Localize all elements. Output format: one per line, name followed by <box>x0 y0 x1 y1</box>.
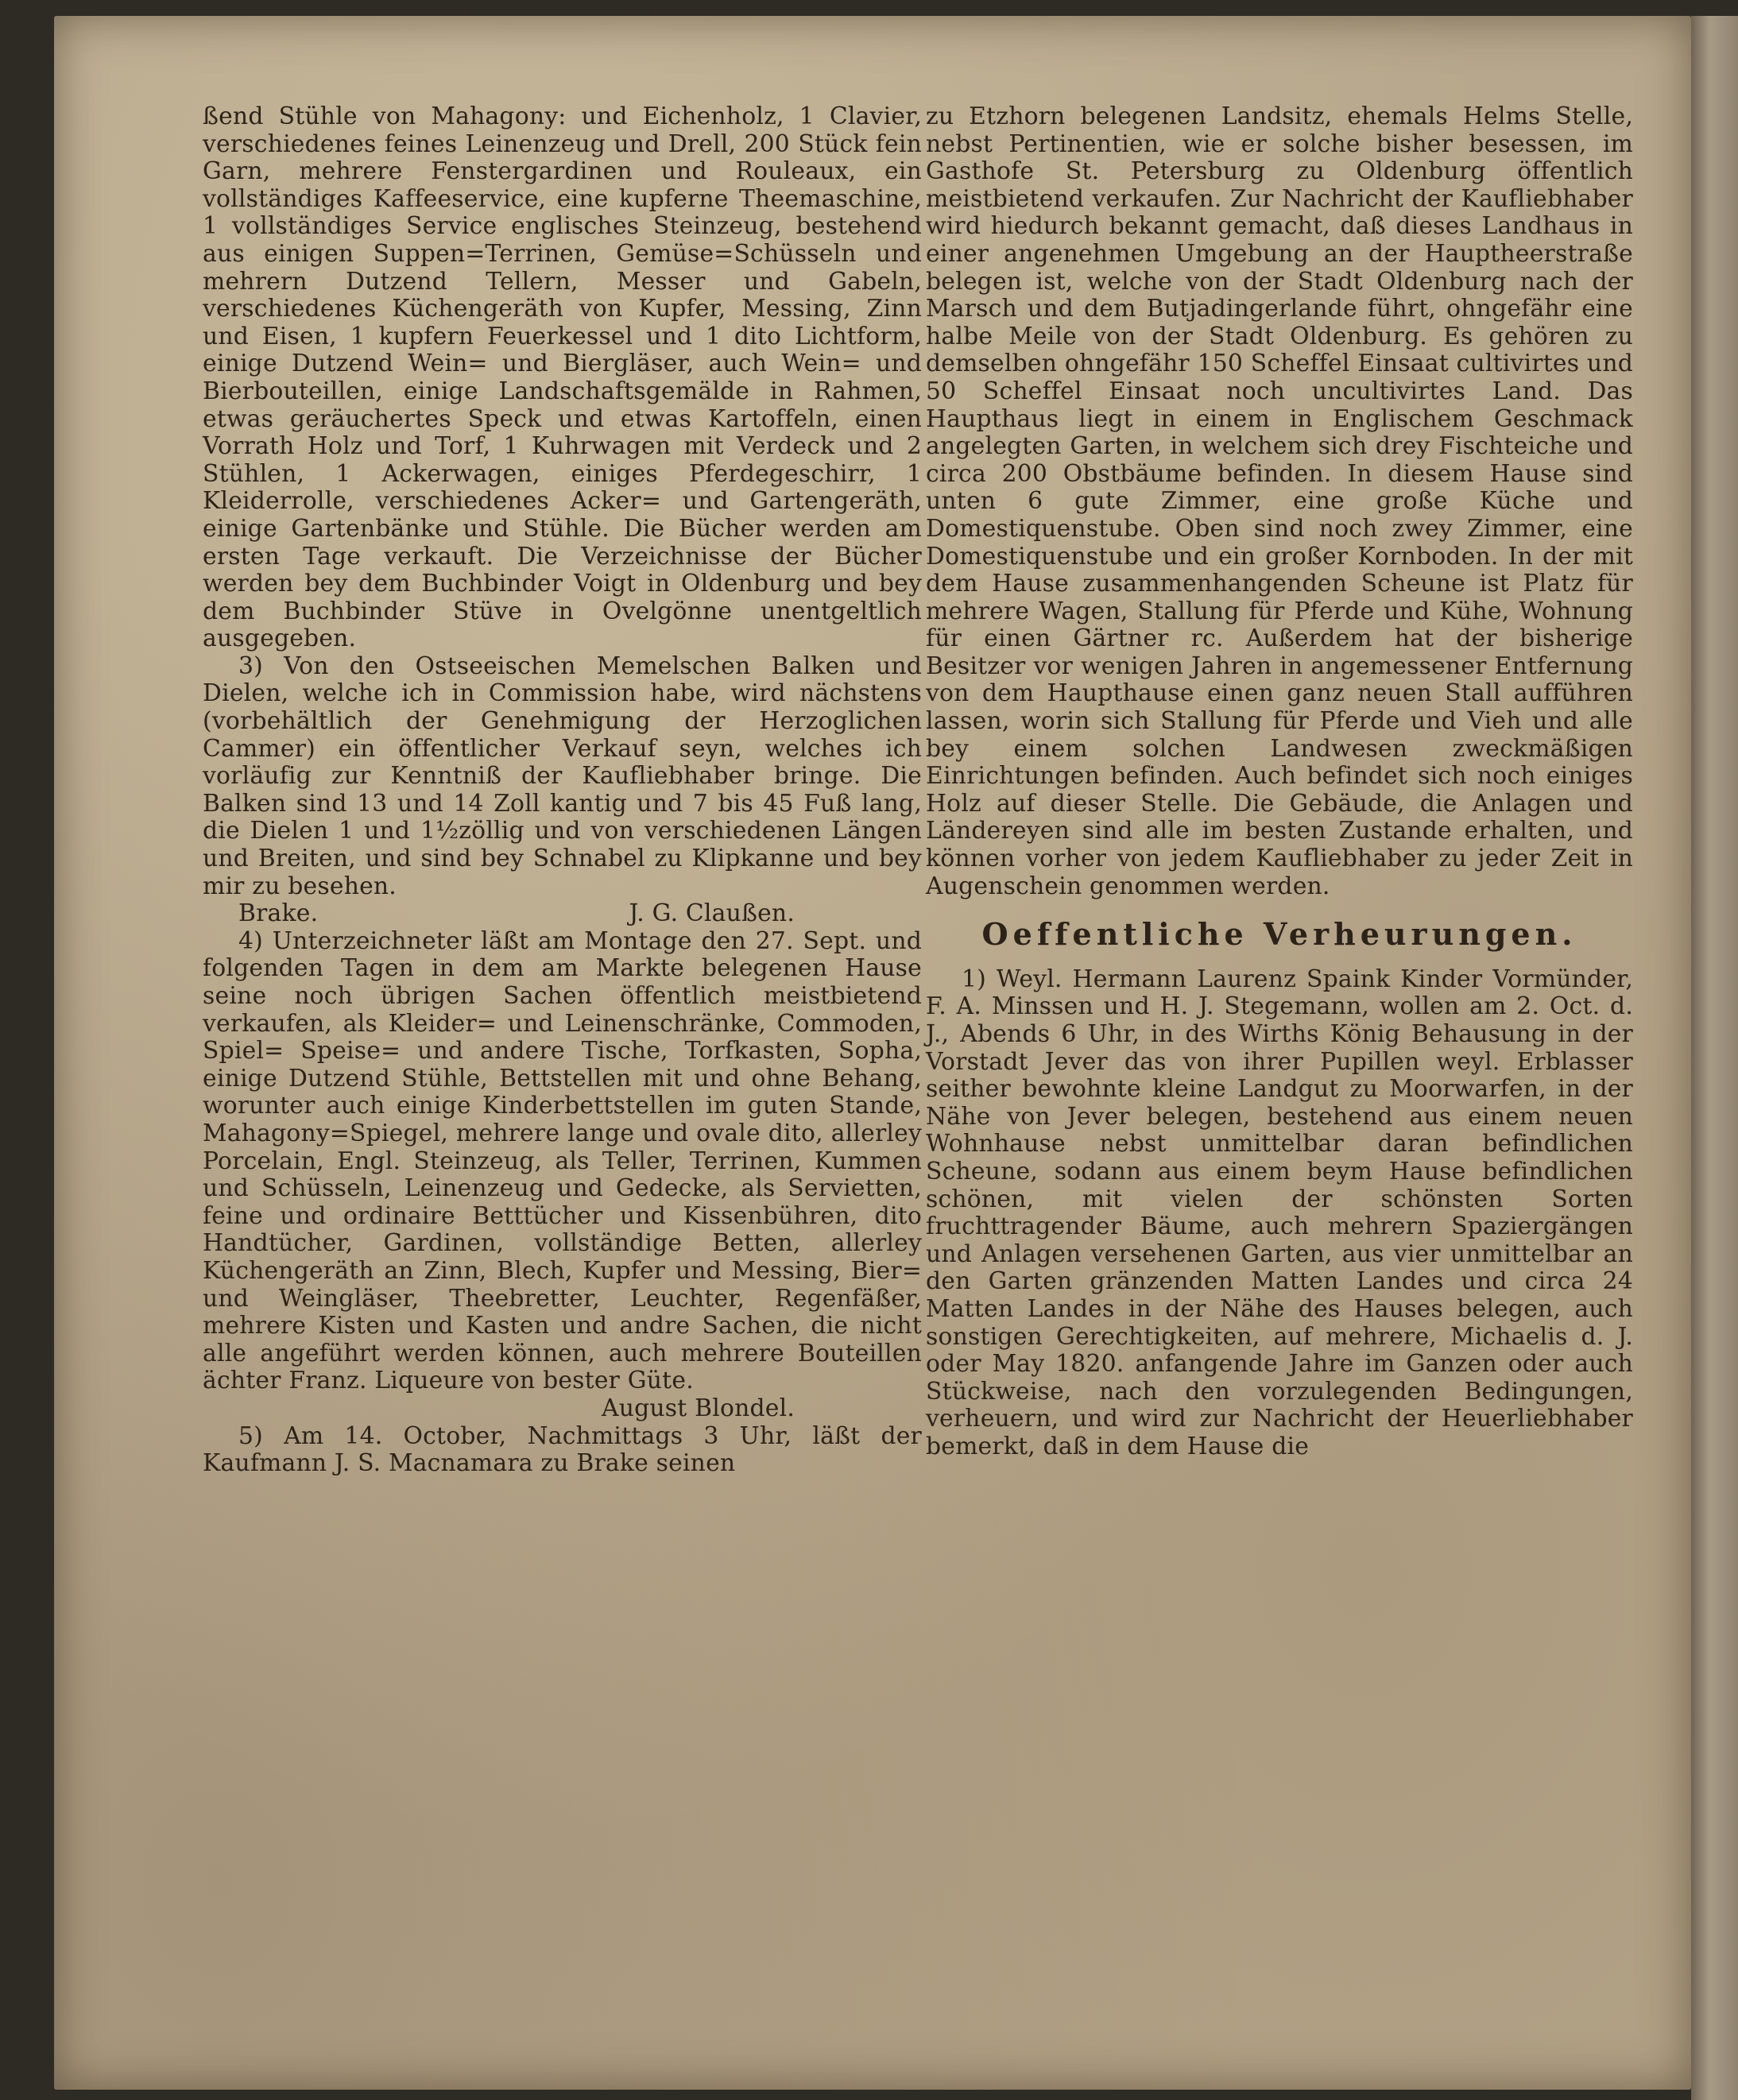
signature-place: Brake. <box>238 899 319 928</box>
right-paragraph-1: zu Etzhorn belegenen Landsitz, ehemals Helms Stelle, nebst Pertinentien, wie er solche bisher besessen, im Gasthofe St. Petersburg zu Oldenburg öffentlich meistbietend verkaufen. Zur Nachricht der Kaufliebhaber wird hiedurch bekannt gemacht, daß dieses Landhaus in einer angenehmen Umgebung an der Hauptheerstraße belegen ist, welche von der Stadt Oldenburg nach der Marsch und dem Butjadingerlande führt, ohngefähr eine halbe Meile von der Stadt Oldenburg. Es gehören zu demselben ohngefähr 150 Scheffel Einsaat cultivirtes und 50 Scheffel Einsaat noch uncultivirtes Land. Das Haupthaus liegt in einem in Englischem Geschmack angelegten Garten, in welchem sich drey Fischteiche und circa 200 Obstbäume befinden. In diesem Hause sind unten 6 gute Zimmer, eine große Küche und Domestiquenstube. Oben sind noch zwey Zimmer, eine Domestiquenstube und ein großer Kornboden. In der mit dem Hause zusammenhangenden Scheune ist Platz für mehrere Wagen, Stallung für Pferde und Kühe, Wohnung für einen Gärtner rc. Außerdem hat der bisherige Besitzer vor wenigen Jahren in angemessener Entfernung von dem Haupthause einen ganz neuen Stall aufführen lassen, worin sich Stallung für Pferde und Vieh und alle bey einem solchen Landwesen zweckmäßigen Einrichtungen befinden. Auch befindet sich noch einiges Holz auf dieser Stelle. Die Gebäude, die Anlagen und Ländereyen sind alle im besten Zustande erhalten, und können vorher von jedem Kaufliebhaber zu jeder Zeit in Augenschein genommen werden. <box>926 102 1633 900</box>
adjacent-page-edge <box>1691 16 1738 2100</box>
left-column <box>203 103 922 1994</box>
left-paragraph-2: 3) Von den Ostseeischen Memelschen Balken und Dielen, welche ich in Commission habe, wird nächstens (vorbehältlich der Genehmigung der Herzoglichen Cammer) ein öffentlicher Verkauf seyn, welches ich vorläufig zur Kenntniß der Kaufliebhaber bringe. Die Balken sind 13 und 14 Zoll kantig und 7 bis 45 Fuß lang, die Dielen 1 und 1½zöllig und von verschiedenen Längen und Breiten, und sind bey Schnabel zu Klipkanne und bey mir zu besehen. <box>203 652 922 900</box>
right-column <box>926 103 1633 1994</box>
left-paragraph-3: 4) Unterzeichneter läßt am Montage den 27. Sept. und folgenden Tagen in dem am Markte belegenen Hause seine noch übrigen Sachen öffentlich meistbietend verkaufen, als Kleider= und Leinenschränke, Commoden, Spiel= Speise= und andere Tische, Torfkasten, Sopha, einige Dutzend Stühle, Bettstellen mit und ohne Behang, worunter auch einige Kinderbettstellen im guten Stande, Mahagony=Spiegel, mehrere lange und ovale dito, allerley Porcelain, Engl. Steinzeug, als Teller, Terrinen, Kummen und Schüsseln, Leinenzeug und Gedecke, als Servietten, feine und ordinaire Betttücher und Kissenbühren, dito Handtücher, Gardinen, vollständige Betten, allerley Küchengeräth an Zinn, Blech, Kupfer und Messing, Bier= und Weingläser, Theebretter, Leuchter, Regenfäßer, mehrere Kisten und Kasten und andre Sachen, die nicht alle angeführt werden können, auch mehrere Bouteillen ächter Franz. Liqueure von bester Güte. <box>203 926 922 1395</box>
left-paragraph-4: 5) Am 14. October, Nachmittags 3 Uhr, läßt der Kaufmann J. S. Macnamara zu Brake seinen <box>203 1421 922 1478</box>
signature-name: J. G. Claußen. <box>629 899 795 928</box>
right-paragraph-2: 1) Weyl. Hermann Laurenz Spaink Kinder Vormünder, F. A. Minssen und H. J. Stegemann, wollen am 2. Oct. d. J., Abends 6 Uhr, in des Wirths König Behausung in der Vorstadt Jever das von ihrer Pupillen weyl. Erblasser seither bewohnte kleine Landgut zu Moorwarfen, in der Nähe von Jever belegen, bestehend aus einem neuen Wohnhause nebst unmittelbar daran befindlichen Scheune, sodann aus einem beym Hause befindlichen schönen, mit vielen der schönsten Sorten fruchttragender Bäume, auch mehrern Spaziergängen und Anlagen versehenen Garten, aus vier unmittelbar an den Garten gränzenden Matten Landes und circa 24 Matten Landes in der Nähe des Hauses belegen, auch sonstigen Gerechtigkeiten, auf mehrere, Michaelis d. J. oder May 1820. anfangende Jahre im Ganzen oder auch Stückweise, nach den vorzulegenden Bedingungen, verheuern, und wird zur Nachricht der Heuerliebhaber bemerkt, daß in dem Hause die <box>926 965 1633 1460</box>
signature-name: August Blondel. <box>602 1394 795 1422</box>
signature-line-1 <box>203 900 922 928</box>
left-paragraph-1: ßend Stühle von Mahagony: und Eichenholz, 1 Clavier, verschiedenes feines Leinenzeug und Drell, 200 Stück fein Garn, mehrere Fenstergardinen und Rouleaux, ein vollständiges Kaffeeservice, eine kupferne Theemaschine, 1 vollständiges Service englisches Steinzeug, bestehend aus einigen Suppen=Terrinen, Gemüse=Schüsseln und mehrern Dutzend Tellern, Messer und Gabeln, verschiedenes Küchengeräth von Kupfer, Messing, Zinn und Eisen, 1 kupfern Feuerkessel und 1 dito Lichtform, einige Dutzend Wein= und Biergläser, auch Wein= und Bierbouteillen, einige Landschaftsgemälde in Rahmen, etwas geräuchertes Speck und etwas Kartoffeln, einen Vorrath Holz und Torf, 1 Kuhrwagen mit Verdeck und 2 Stühlen, 1 Ackerwagen, einiges Pferdegeschirr, 1 Kleiderrolle, verschiedenes Acker= und Gartengeräth, einige Gartenbänke und Stühle. Die Bücher werden am ersten Tage verkauft. Die Verzeichnisse der Bücher werden bey dem Buchbinder Voigt in Oldenburg und bey dem Buchbinder Stüve in Ovelgönne unentgeltlich ausgegeben. <box>203 102 922 653</box>
signature-line-2 <box>203 1395 922 1423</box>
section-heading: Oeffentliche Verheurungen. <box>981 916 1577 953</box>
